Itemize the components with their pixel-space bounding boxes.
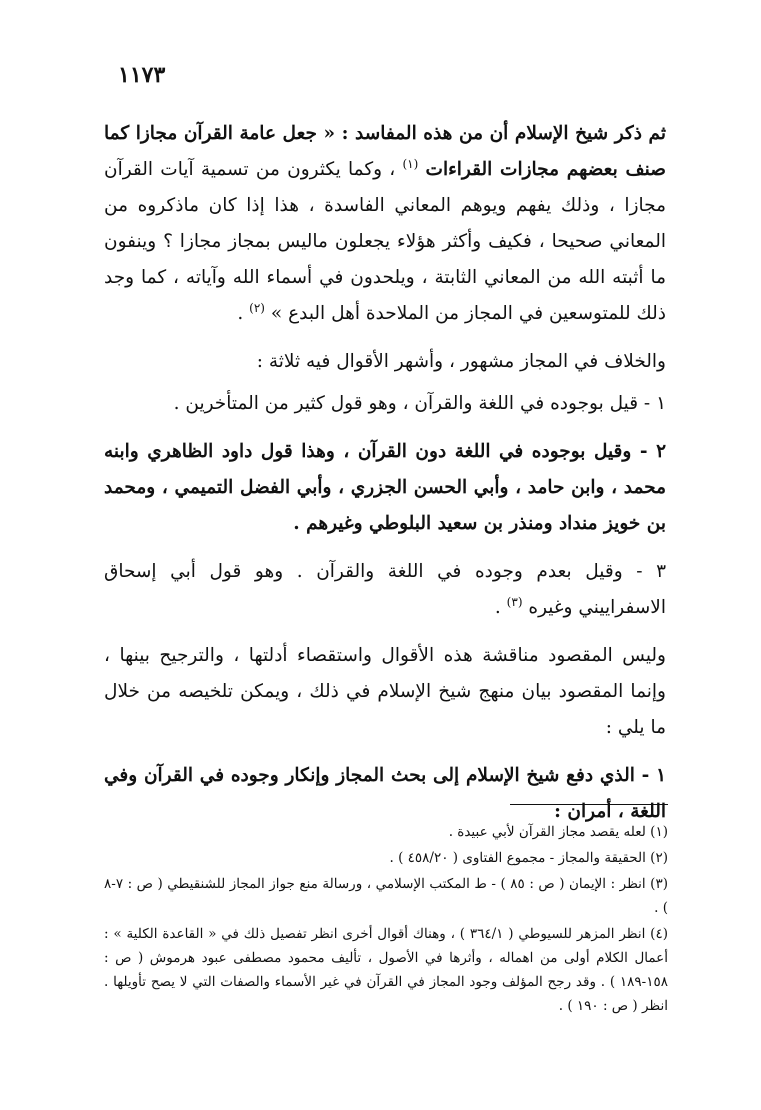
footnote-ref: (٢)	[249, 300, 265, 315]
paragraph-text: ثم ذكر شيخ الإسلام أن من هذه المفاسد : « جعل عامة القرآن مجازا كما صنف بعضهم مجازات القراءات	[104, 123, 666, 180]
page-number: ١١٧٣	[118, 62, 166, 88]
footnote-4: (٤) انظر المزهر للسيوطي ( ٣٦٤/١ ) ، وهناك أقوال أخرى انظر تفصيل ذلك في « القاعدة الكلية » : أعمال الكلام أولى من اهماله ، وأثرها في الأصول ، تأليف محمود مصطفى عبود هرموش ( ص : ١٥٨-١٨٩ ) . وقد رجح المؤلف وجود المجاز في القرآن في غير الأسماء والصفات التي لا يصح تأويلها . انظر ( ص : ١٩٠ ) .	[104, 926, 668, 1014]
paragraph-text: وليس المقصود مناقشة هذه الأقوال واستقصاء أدلتها ، والترجيح بينها ، وإنما المقصود بيان منهج شيخ الإسلام في ذلك ، ويمكن تلخيصه من خلال ما يلي :	[104, 645, 666, 738]
main-text	[104, 116, 666, 842]
paragraph-text: ٣ - وقيل بعدم وجوده في اللغة والقرآن . وهو قول أبي إسحاق الاسفراييني وغيره	[104, 561, 666, 618]
paragraph-text: والخلاف في المجاز مشهور ، وأشهر الأقوال فيه ثلاثة :	[256, 351, 666, 372]
footnote-1: (١) لعله يقصد مجاز القرآن لأبي عبيدة .	[448, 824, 668, 840]
paragraph-mafasid: ثم ذكر شيخ الإسلام أن من هذه المفاسد : « جعل عامة القرآن مجازا كما صنف بعضهم مجازات القراءات $^{(١)}$ ، وكما يكثرون من تسمية آيات القرآن مجازا ، وذلك يفهم ويوهم المعاني الفاسدة ، هذا إذا كان ماذكروه من المعاني صحيحا ، فكيف وأكثر هؤلاء يجعلون ماليس بمجاز مجازا ؟ وينفون ما أثبته الله من المعاني الثابتة ، ويلحدون في أسماء الله وآياته ، كما وجد ذلك للمتوسعين في المجاز من الملاحدة أهل البدع » $^{(٢)}$ .	[104, 123, 666, 324]
footnote-ref: (١)	[402, 156, 419, 171]
paragraph-text: ١ - قيل بوجوده في اللغة والقرآن ، وهو قول كثير من المتأخرين .	[173, 393, 666, 414]
footnote-2: (٢) الحقيقة والمجاز - مجموع الفتاوى ( ٤٥٨/٢٠ ) .	[389, 850, 668, 866]
footnote-3: (٣) انظر : الإيمان ( ص : ٨٥ ) - ط المكتب الإسلامي ، ورسالة منع جواز المجاز للشنقيطي ( ص : ٧-٨ ) .	[104, 876, 668, 916]
footnotes	[104, 820, 668, 1020]
paragraph-qawl-3: ٣ - وقيل بعدم وجوده في اللغة والقرآن . وهو قول أبي إسحاق الاسفراييني وغيره $^{(٣)}$ .	[104, 561, 666, 618]
paragraph-text: ١ - الذي دفع شيخ الإسلام إلى بحث المجاز وإنكار وجوده في القرآن وفي اللغة ، أمران :	[104, 765, 666, 822]
paragraph-maqsud	[104, 638, 666, 746]
paragraph-text: ، وكما يكثرون من تسمية آيات القرآن مجازا ، وذلك يفهم ويوهم المعاني الفاسدة ، هذا إذا كان ماذكروه من المعاني صحيحا ، فكيف وأكثر هؤلاء يجعلون ماليس بمجاز مجازا ؟ وينفون ما أثبته الله من المعاني الثابتة ، ويلحدون في أسماء الله وآياته ، كما وجد ذلك للمتوسعين في المجاز من الملاحدة أهل البدع »	[104, 159, 666, 324]
paragraph-text: ٢ - وقيل بوجوده في اللغة دون القرآن ، وهذا قول داود الظاهري وابنه محمد ، وابن حامد ، وأبي الحسن الجزري ، وأبي الفضل التميمي ، ومحمد بن خويز منداد ومنذر بن سعيد البلوطي وغيرهم .	[104, 441, 666, 534]
paragraph-qawl-1	[104, 386, 666, 422]
footnote-ref: (٣)	[506, 594, 523, 609]
footnote-divider	[510, 804, 668, 805]
paragraph-khilaf	[104, 344, 666, 380]
paragraph-qawl-2	[104, 434, 666, 542]
